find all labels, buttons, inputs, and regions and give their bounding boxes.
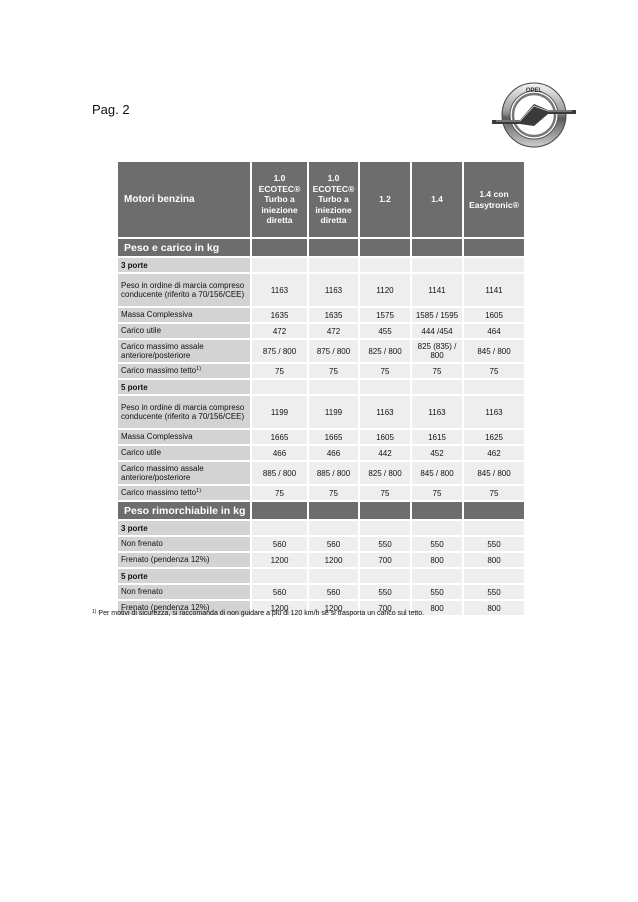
group-header-cell	[252, 569, 307, 583]
value-cell: 885 / 800	[252, 462, 307, 484]
value-cell: 845 / 800	[412, 462, 462, 484]
row-label	[118, 308, 250, 322]
group-title: 5 porte	[118, 380, 250, 394]
row-label-text: Carico massimo assale anteriore/posteriore	[121, 341, 204, 360]
footnote-reference: 1)	[196, 488, 202, 495]
value-cell: 1163	[412, 396, 462, 428]
value-cell: 875 / 800	[309, 340, 358, 362]
row-label-text: Carico utile	[121, 448, 162, 458]
header-line: 1.2	[379, 194, 391, 205]
table-row	[118, 486, 524, 500]
row-label-text: Carico massimo assale anteriore/posteriore	[121, 463, 204, 482]
value-cell: 75	[464, 486, 524, 500]
row-label	[118, 396, 250, 428]
value-cell: 1625	[464, 430, 524, 444]
value-cell: 700	[360, 553, 410, 567]
group-header-cell	[252, 380, 307, 394]
value-cell: 1200	[252, 553, 307, 567]
value-cell: 825 / 800	[360, 340, 410, 362]
row-label-text: Peso in ordine di marcia compreso conducente (riferito a 70/156/CEE)	[121, 280, 245, 299]
section-header-cell	[412, 239, 462, 256]
value-cell: 1615	[412, 430, 462, 444]
section-header-cell	[360, 239, 410, 256]
row-label	[118, 446, 250, 460]
group-header-cell	[252, 258, 307, 272]
header-line: diretta	[320, 215, 347, 226]
section-header-row	[118, 239, 524, 256]
section-header-cell	[360, 502, 410, 519]
header-line: iniezione	[315, 204, 352, 215]
header-column	[360, 162, 410, 237]
header-line: 1.4	[431, 194, 443, 205]
value-cell: 1199	[309, 396, 358, 428]
value-cell: 466	[252, 446, 307, 460]
value-cell: 550	[412, 585, 462, 599]
value-cell: 1635	[252, 308, 307, 322]
group-header-cell	[412, 258, 462, 272]
header-line: Easytronic®	[469, 199, 519, 210]
header-line: Turbo a	[264, 194, 295, 205]
value-cell: 75	[360, 486, 410, 500]
value-cell: 1200	[309, 601, 358, 615]
value-cell: 1200	[309, 553, 358, 567]
table-row	[118, 364, 524, 378]
section-header-cell	[309, 502, 358, 519]
value-cell: 472	[309, 324, 358, 338]
value-cell: 560	[309, 585, 358, 599]
value-cell: 455	[360, 324, 410, 338]
table-row	[118, 537, 524, 551]
table-row	[118, 340, 524, 362]
section-header-cell	[252, 239, 307, 256]
value-cell: 1605	[360, 430, 410, 444]
table-row	[118, 396, 524, 428]
group-header-cell	[309, 521, 358, 535]
value-cell: 1141	[412, 274, 462, 306]
header-column	[309, 162, 358, 237]
section-header-cell	[252, 502, 307, 519]
row-label-text: Massa Complessiva	[121, 310, 193, 320]
table-row	[118, 585, 524, 599]
row-label-text: Massa Complessiva	[121, 432, 193, 442]
value-cell: 560	[252, 585, 307, 599]
header-column	[464, 162, 524, 237]
value-cell: 885 / 800	[309, 462, 358, 484]
value-cell: 462	[464, 446, 524, 460]
section-header-cell	[309, 239, 358, 256]
value-cell: 1141	[464, 274, 524, 306]
group-header-cell	[412, 380, 462, 394]
header-column	[252, 162, 307, 237]
header-line: 1.0	[327, 173, 340, 184]
group-header-cell	[412, 569, 462, 583]
row-label-text: Frenato (pendenza 12%)	[121, 555, 210, 565]
value-cell: 1665	[252, 430, 307, 444]
footnote-text: Per motivi di sicurezza, si raccomanda di non guidare a più di 120 km/h se si trasporta un carico sul tetto.	[98, 610, 425, 617]
value-cell: 875 / 800	[252, 340, 307, 362]
value-cell: 1163	[360, 396, 410, 428]
value-cell: 550	[360, 585, 410, 599]
group-header-cell	[412, 521, 462, 535]
value-cell: 550	[360, 537, 410, 551]
value-cell: 1200	[252, 601, 307, 615]
table-row	[118, 430, 524, 444]
value-cell: 452	[412, 446, 462, 460]
value-cell: 800	[464, 553, 524, 567]
value-cell: 800	[412, 553, 462, 567]
value-cell: 550	[464, 585, 524, 599]
header-line: ECOTEC®	[258, 183, 301, 194]
header-line: ECOTEC®	[312, 183, 355, 194]
header-line: Turbo a	[318, 194, 349, 205]
value-cell: 1120	[360, 274, 410, 306]
group-header-cell	[309, 569, 358, 583]
value-cell: 75	[309, 486, 358, 500]
row-label	[118, 324, 250, 338]
table-row	[118, 324, 524, 338]
row-label	[118, 340, 250, 362]
value-cell: 845 / 800	[464, 462, 524, 484]
value-cell: 472	[252, 324, 307, 338]
group-header-cell	[309, 258, 358, 272]
value-cell: 75	[464, 364, 524, 378]
page-number: Pag. 2	[92, 102, 130, 117]
value-cell: 1665	[309, 430, 358, 444]
group-header-cell	[360, 569, 410, 583]
value-cell: 442	[360, 446, 410, 460]
row-label	[118, 430, 250, 444]
value-cell: 800	[412, 601, 462, 615]
group-header-row	[118, 380, 524, 394]
row-label-text: Carico utile	[121, 326, 162, 336]
group-header-cell	[360, 380, 410, 394]
value-cell: 75	[309, 364, 358, 378]
group-header-cell	[464, 380, 524, 394]
value-cell: 1199	[252, 396, 307, 428]
value-cell: 825 (835) / 800	[412, 340, 462, 362]
table-row	[118, 308, 524, 322]
value-cell: 550	[464, 537, 524, 551]
value-cell: 1163	[252, 274, 307, 306]
value-cell: 560	[252, 537, 307, 551]
header-engine-type: Motori benzina	[118, 162, 250, 237]
row-label-text: Carico massimo tetto	[121, 366, 197, 376]
header-line: 1.4 con	[479, 189, 509, 199]
value-cell: 1163	[309, 274, 358, 306]
group-header-cell	[252, 521, 307, 535]
value-cell: 75	[252, 486, 307, 500]
logo-lettering: OPEL	[525, 88, 543, 94]
section-title: Peso rimorchiabile in kg	[118, 502, 250, 519]
table-row	[118, 553, 524, 567]
row-label-text: Peso in ordine di marcia compreso conducente (riferito a 70/156/CEE)	[121, 402, 245, 421]
row-label	[118, 537, 250, 551]
value-cell: 75	[252, 364, 307, 378]
value-cell: 466	[309, 446, 358, 460]
section-header-cell	[464, 239, 524, 256]
value-cell: 1635	[309, 308, 358, 322]
section-title: Peso e carico in kg	[118, 239, 250, 256]
group-header-cell	[464, 521, 524, 535]
footnote-marker: 1)	[92, 609, 97, 615]
value-cell: 75	[412, 364, 462, 378]
row-label	[118, 486, 250, 500]
group-title: 3 porte	[118, 521, 250, 535]
value-cell: 1605	[464, 308, 524, 322]
group-header-cell	[360, 258, 410, 272]
header-line: 1.0	[273, 173, 286, 184]
table-row	[118, 462, 524, 484]
table-header-row	[118, 162, 524, 237]
group-header-cell	[464, 569, 524, 583]
value-cell: 550	[412, 537, 462, 551]
row-label-text: Non frenato	[121, 539, 163, 549]
value-cell: 560	[309, 537, 358, 551]
section-header-cell	[464, 502, 524, 519]
group-header-row	[118, 521, 524, 535]
row-label-text: Carico massimo tetto	[121, 488, 197, 498]
value-cell: 825 / 800	[360, 462, 410, 484]
row-label	[118, 364, 250, 378]
group-header-cell	[360, 521, 410, 535]
group-title: 3 porte	[118, 258, 250, 272]
section-header-row	[118, 502, 524, 519]
row-label	[118, 274, 250, 306]
footnote	[92, 610, 424, 617]
group-header-row	[118, 569, 524, 583]
group-header-row	[118, 258, 524, 272]
group-header-cell	[309, 380, 358, 394]
group-header-cell	[464, 258, 524, 272]
table-row	[118, 446, 524, 460]
value-cell: 75	[360, 364, 410, 378]
value-cell: 700	[360, 601, 410, 615]
value-cell: 444 /454	[412, 324, 462, 338]
value-cell: 845 / 800	[464, 340, 524, 362]
value-cell: 1575	[360, 308, 410, 322]
footnote-reference: 1)	[196, 366, 202, 373]
value-cell: 75	[412, 486, 462, 500]
row-label-text: Non frenato	[121, 587, 163, 597]
specification-table	[116, 160, 526, 617]
value-cell: 800	[464, 601, 524, 615]
row-label	[118, 585, 250, 599]
header-line: iniezione	[261, 204, 298, 215]
opel-logo-icon	[490, 80, 578, 150]
header-line: diretta	[266, 215, 293, 226]
header-column	[412, 162, 462, 237]
row-label	[118, 462, 250, 484]
value-cell: 1163	[464, 396, 524, 428]
value-cell: 1585 / 1595	[412, 308, 462, 322]
section-header-cell	[412, 502, 462, 519]
value-cell: 464	[464, 324, 524, 338]
row-label	[118, 553, 250, 567]
table-row	[118, 274, 524, 306]
group-title: 5 porte	[118, 569, 250, 583]
row-label-text: Frenato (pendenza 12%)	[121, 603, 210, 613]
